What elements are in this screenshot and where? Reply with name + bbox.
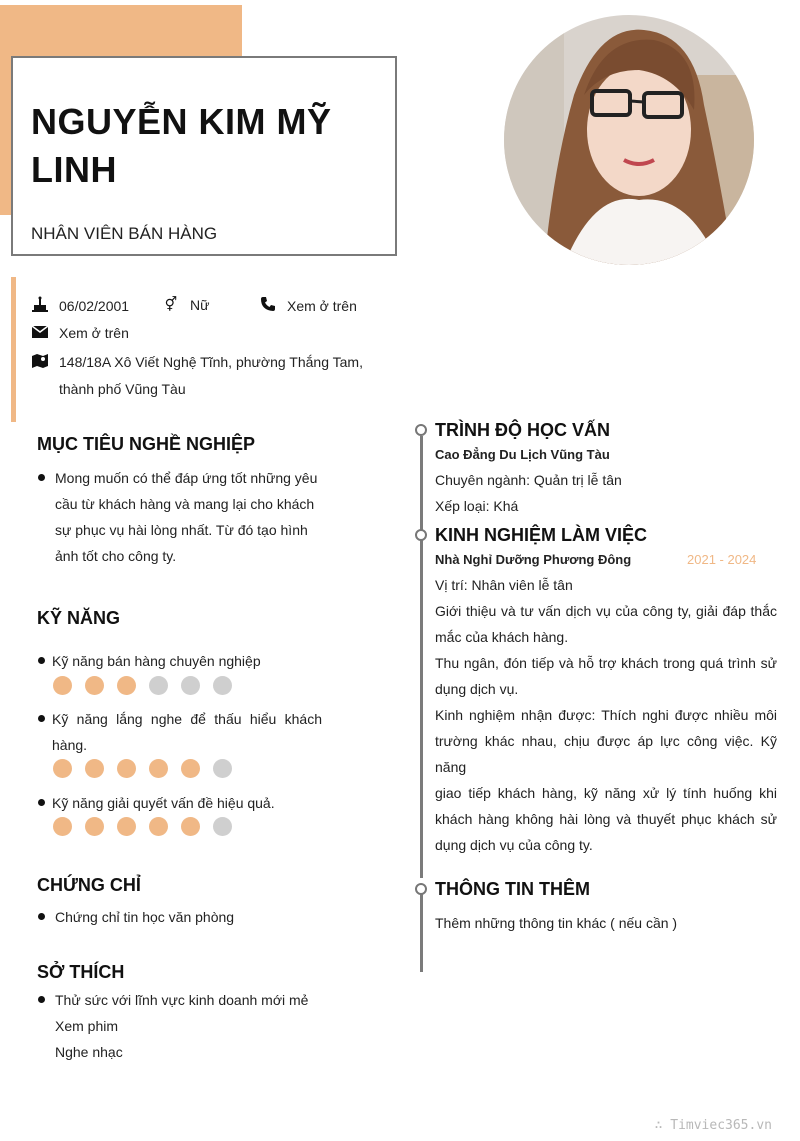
cake-icon [31,296,49,315]
rating-dot-filled [85,759,104,778]
phone-icon [259,296,277,315]
experience-line: mắc của khách hàng. [435,629,569,645]
experience-line: dụng dịch vụ của công ty. [435,837,593,853]
skill-bullet [38,657,45,664]
experience-line: khách hàng không hài lòng và thuyết phục khách sử [435,811,777,827]
rating-dot-empty [149,676,168,695]
certificate-bullet [38,913,45,920]
objective-line: ảnh tốt cho công ty. [55,548,177,564]
skill-name-line: hàng. [52,737,88,753]
skill-bullet [38,715,45,722]
experience-line: trường khác nhau, chịu được áp lực công việc. Kỹ năng [435,733,777,775]
rating-dot-empty [181,676,200,695]
birthday-value: 06/02/2001 [59,297,130,314]
objective-line: sự phục vụ hài lòng nhất. Từ đó tạo hình [55,522,308,538]
skill-name: Kỹ năng bán hàng chuyên nghiệp [52,653,261,669]
rating-dot-empty [213,817,232,836]
rating-dot-filled [149,817,168,836]
address-line-2: thành phố Vũng Tàu [59,381,186,397]
education-title: TRÌNH ĐỘ HỌC VẤN [435,420,610,440]
rating-dot-filled [85,676,104,695]
timeline-marker [415,529,427,541]
objective-line: cầu từ khách hàng và mang lại cho khách [55,496,315,512]
skill-rating [53,759,232,778]
education-grade: Xếp loại: Khá [435,498,519,514]
rating-dot-filled [117,817,136,836]
gender-value: Nữ [190,296,210,313]
education-school: Cao Đẳng Du Lịch Vũng Tàu [435,447,610,462]
name-box [11,56,397,256]
hobby-item: Xem phim [55,1018,119,1034]
timeline-marker [415,883,427,895]
experience-company: Nhà Nghỉ Dưỡng Phương Đông [435,552,632,567]
hobby-item: Nghe nhạc [55,1044,123,1060]
email-row [31,325,129,341]
skills-title: KỸ NĂNG [37,608,121,628]
objective-text [55,465,322,569]
experience-line: dụng dịch vụ. [435,681,519,697]
experience-position: Vị trí: Nhân viên lễ tân [435,577,573,593]
hobbies-title: SỞ THÍCH [37,962,125,982]
skill-name [52,706,322,758]
timeline-line [420,436,423,536]
rating-dot-filled [53,817,72,836]
birthday-row [31,296,129,315]
hobby-bullet [38,996,45,1003]
certificates-title: CHỨNG CHỈ [37,875,141,895]
rating-dot-filled [181,759,200,778]
rating-dot-filled [53,676,72,695]
avatar [504,15,754,265]
address-line-1: 148/18A Xô Viết Nghệ Tĩnh, phường Thắng Tam, [59,354,363,370]
certificate-item: Chứng chỉ tin học văn phòng [55,909,235,925]
timeline-line [420,540,423,878]
objective-bullet [38,474,45,481]
experience-years: 2021 - 2024 [687,552,757,567]
rating-dot-empty [213,759,232,778]
timeline-line [420,892,423,972]
objective-line: Mong muốn có thể đáp ứng tốt những yêu [55,470,318,486]
rating-dot-filled [181,817,200,836]
skill-rating [53,676,232,695]
experience-line: Kinh nghiệm nhận được: Thích nghi được nhiều môi [435,707,777,723]
phone-row [259,296,357,315]
rating-dot-empty [213,676,232,695]
email-value: Xem ở trên [59,325,129,341]
skill-name-line: Kỹ năng lắng nghe để thấu hiểu khách [52,711,322,727]
experience-line: giao tiếp khách hàng, kỹ năng xử lý tính huống khi [435,785,777,801]
rating-dot-filled [149,759,168,778]
additional-title: THÔNG TIN THÊM [435,879,590,899]
skill-name: Kỹ năng giải quyết vấn đề hiệu quả. [52,795,275,811]
rating-dot-filled [117,759,136,778]
contact-accent-bar [11,277,16,422]
address-row [31,353,363,403]
skill-rating [53,817,232,836]
experience-title: KINH NGHIỆM LÀM VIỆC [435,525,648,545]
education-major: Chuyên ngành: Quản trị lễ tân [435,472,622,488]
objective-title: MỤC TIÊU NGHỀ NGHIỆP [37,434,256,454]
rating-dot-filled [117,676,136,695]
experience-line: Giới thiệu và tư vấn dịch vụ của công ty, giải đáp thắc [435,603,777,619]
experience-description [435,598,777,858]
phone-value: Xem ở trên [287,297,357,314]
experience-line: Thu ngân, đón tiếp và hỗ trợ khách trong quá trình sử [435,655,777,671]
skill-bullet [38,799,45,806]
rating-dot-filled [53,759,72,778]
map-icon [31,353,49,372]
gender-row [162,296,209,313]
hobby-item: Thử sức với lĩnh vực kinh doanh mới mẻ [55,992,309,1008]
job-title: NHÂN VIÊN BÁN HÀNG [31,224,218,243]
mail-icon [31,325,49,341]
gender-icon: ⚥ [164,296,178,312]
watermark: ∴ Timviec365.vn [654,1118,772,1133]
hobby-list [55,987,308,1065]
timeline-marker [415,424,427,436]
additional-text: Thêm những thông tin khác ( nếu cần ) [435,915,678,931]
rating-dot-filled [85,817,104,836]
candidate-name: NGUYỄN KIM MỸ LINH [31,101,332,190]
